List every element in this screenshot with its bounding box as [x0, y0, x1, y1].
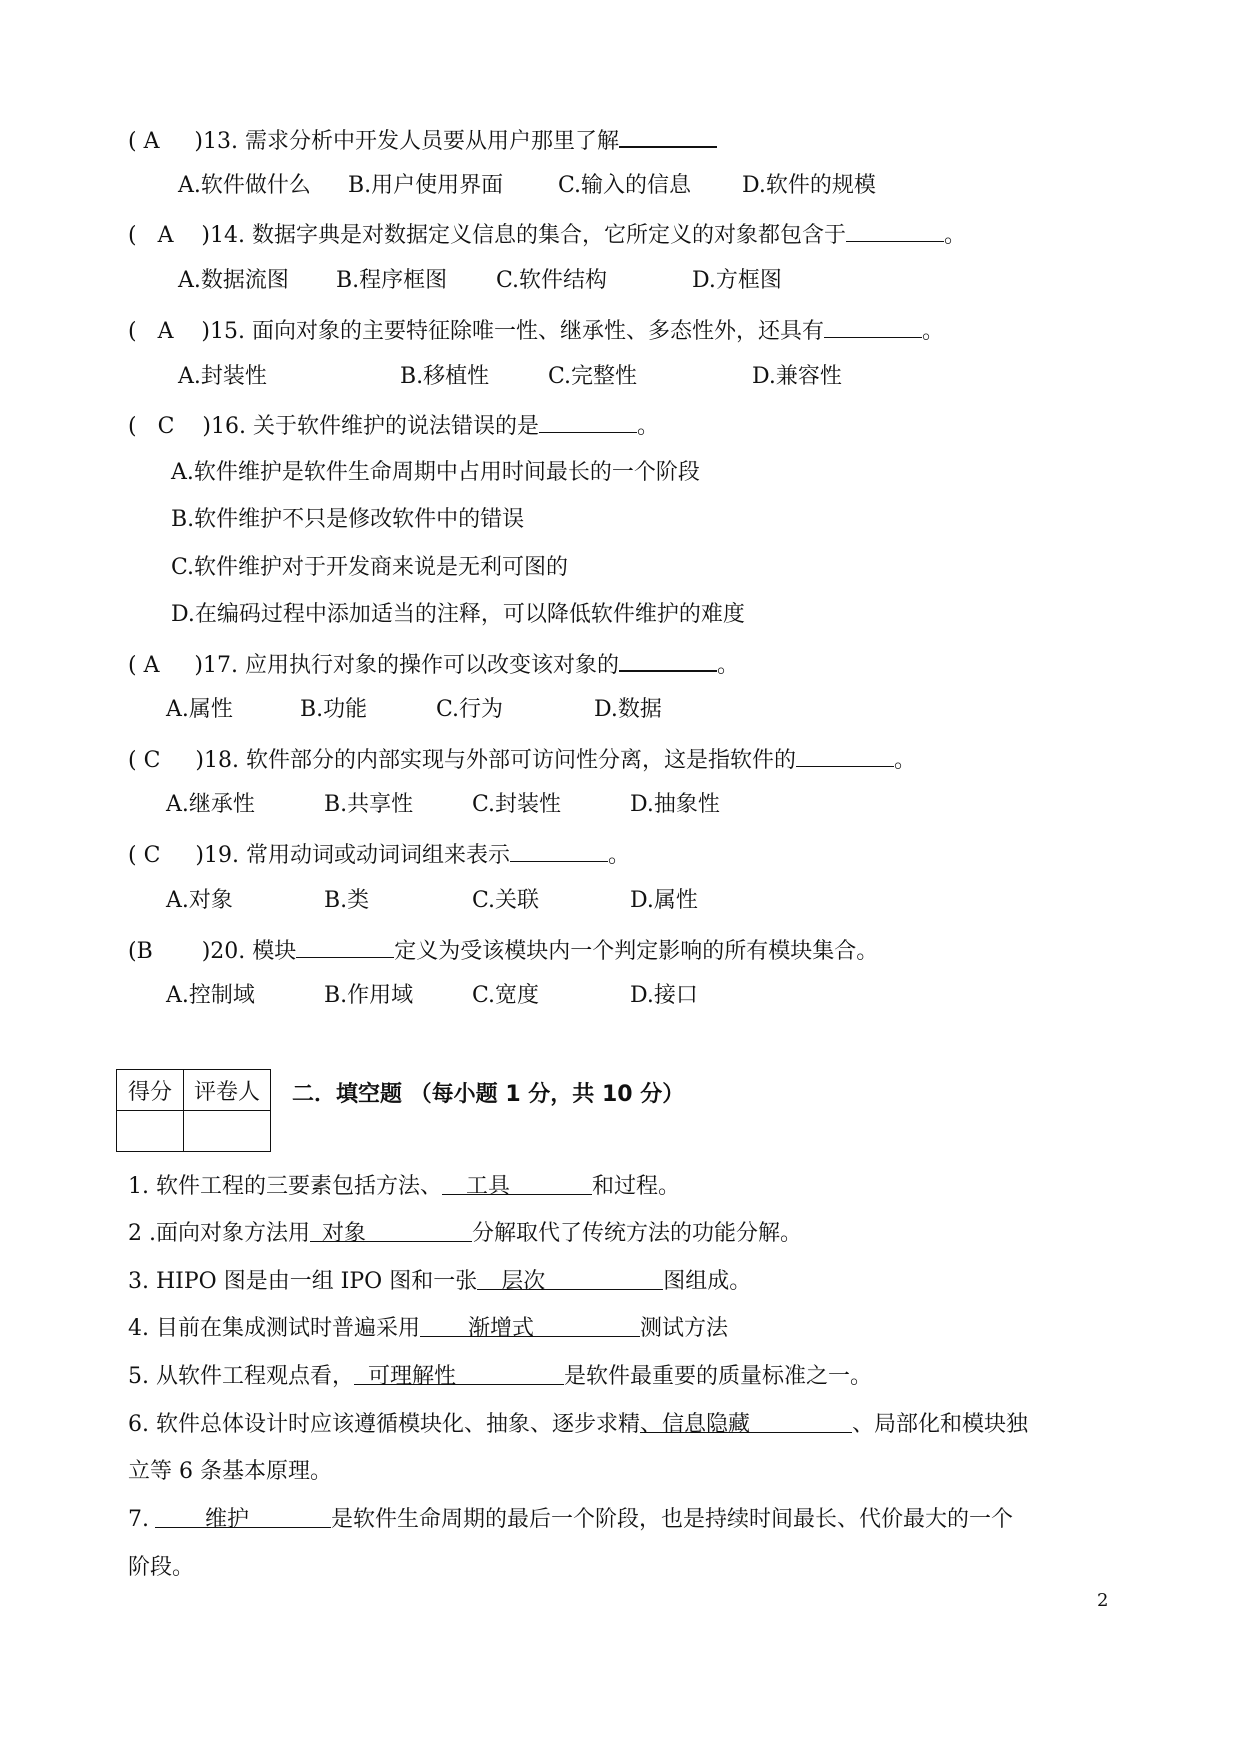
- question-20: [128, 935, 878, 967]
- fill-prefix: 7.: [128, 1507, 149, 1532]
- score-header: 得分: [117, 1070, 184, 1111]
- question-stem: 软件部分的内部实现与外部可访问性分离，这是指软件的: [245, 748, 796, 773]
- answer-blank: [539, 410, 637, 433]
- question-14: [128, 219, 966, 251]
- fill-prefix: 5. 从软件工程观点看，: [128, 1364, 354, 1389]
- question-stem: 数据字典是对数据定义信息的集合，它所定义的对象都包含于: [252, 223, 847, 248]
- question-tail: 。: [944, 223, 967, 248]
- question-tail: 。: [717, 653, 740, 678]
- answer-blank: [296, 935, 394, 958]
- score-cell: [117, 1111, 184, 1152]
- fill-answer: 对象: [310, 1218, 472, 1242]
- answer-blank: [846, 219, 944, 242]
- option-d: D.方框图: [692, 268, 782, 293]
- answer-mark: ( A )15.: [128, 319, 245, 344]
- option-a: A.继承性: [166, 792, 255, 817]
- answer-blank: [824, 315, 922, 338]
- answer-blank: [510, 839, 608, 862]
- options-20: [166, 980, 1066, 1012]
- fill-answer: 渐增式: [420, 1313, 640, 1337]
- answer-blank: [619, 648, 717, 672]
- question-13: [128, 124, 717, 156]
- question-stem: 需求分析中开发人员要从用户那里了解: [245, 129, 620, 154]
- options-14: [178, 265, 1078, 297]
- fill-prefix: 4. 目前在集成测试时普遍采用: [128, 1316, 420, 1341]
- option-c: C.宽度: [472, 983, 540, 1008]
- fill-suffix: 测试方法: [639, 1316, 728, 1341]
- option-c: C.封装性: [472, 792, 562, 817]
- answer-mark: ( A )14.: [128, 223, 245, 248]
- question-tail: 。: [607, 843, 630, 868]
- grader-header: 评卷人: [184, 1070, 271, 1111]
- option-c: C.行为: [436, 697, 504, 722]
- option-d: D.在编码过程中添加适当的注释，可以降低软件维护的难度: [171, 602, 745, 627]
- fill-answer: 维护: [155, 1504, 331, 1528]
- question-stem: 模块: [252, 939, 297, 964]
- option-d: D.数据: [594, 697, 662, 722]
- question-tail: 定义为受该模块内一个判定影响的所有模块集合。: [394, 939, 879, 964]
- option-a: A.控制域: [166, 983, 255, 1008]
- page-number: 2: [1097, 1590, 1109, 1611]
- option-c: C.软件结构: [496, 268, 608, 293]
- answer-blank: [619, 124, 717, 148]
- question-stem: 应用执行对象的操作可以改变该对象的: [245, 653, 620, 678]
- fill-question-1: [128, 1171, 680, 1203]
- option-a: A.软件维护是软件生命周期中占用时间最长的一个阶段: [171, 460, 700, 485]
- fill-answer: 层次: [477, 1266, 663, 1290]
- option-c: C.软件维护对于开发商来说是无利可图的: [171, 555, 569, 580]
- section-title: 二．填空题 （每小题 1 分，共 10 分）: [292, 1082, 685, 1107]
- question-18: [128, 744, 916, 776]
- question-15: [128, 315, 944, 347]
- option-c: C.输入的信息: [558, 173, 692, 198]
- fill-prefix: 1. 软件工程的三要素包括方法、: [128, 1174, 442, 1199]
- question-17: [128, 648, 739, 680]
- option-d: D.属性: [630, 888, 698, 913]
- options-19: [166, 885, 1066, 917]
- fill-suffix: 是软件最重要的质量标准之一。: [563, 1364, 872, 1389]
- fill-prefix: 2 .面向对象方法用: [128, 1221, 310, 1246]
- fill-question-7: [128, 1504, 1013, 1536]
- question-tail: 。: [636, 414, 659, 439]
- fill-prefix: 3. HIPO 图是由一组 IPO 图和一张: [128, 1269, 478, 1294]
- option-b: B.类: [324, 888, 370, 913]
- option-d: D.软件的规模: [742, 173, 876, 198]
- option-a: A.属性: [166, 697, 233, 722]
- fill-question-2: [128, 1218, 802, 1250]
- question-stem: 常用动词或动词词组来表示: [245, 843, 510, 868]
- option-b: B.作用域: [324, 983, 414, 1008]
- fill-suffix: 图组成。: [663, 1269, 752, 1294]
- fill-answer: 可理解性: [354, 1361, 564, 1385]
- option-b: B.用户使用界面: [348, 173, 504, 198]
- question-stem: 面向对象的主要特征除唯一性、继承性、多态性外，还具有: [252, 319, 825, 344]
- answer-mark: ( C )16.: [128, 414, 246, 439]
- answer-mark: ( C )19.: [128, 843, 239, 868]
- option-b: B.共享性: [324, 792, 414, 817]
- options-15: [178, 361, 1078, 393]
- score-box: [116, 1069, 271, 1152]
- option-d: D.接口: [630, 983, 698, 1008]
- answer-mark: (B )20.: [128, 939, 246, 964]
- fill-suffix: 、局部化和模块独: [852, 1412, 1029, 1437]
- fill-suffix: 是软件生命周期的最后一个阶段，也是持续时间最长、代价最大的一个: [331, 1507, 1014, 1532]
- answer-mark: ( C )18.: [128, 748, 239, 773]
- answer-mark: ( A )13.: [128, 129, 238, 154]
- grader-cell: [184, 1111, 271, 1152]
- question-tail: 。: [922, 319, 945, 344]
- fill-question-6-continued: 立等 6 条基本原理。: [128, 1459, 332, 1484]
- question-16: [128, 410, 659, 442]
- fill-suffix: 和过程。: [591, 1174, 680, 1199]
- option-b: B.程序框图: [336, 268, 448, 293]
- fill-prefix: 6. 软件总体设计时应该遵循模块化、抽象、逐步求精: [128, 1412, 640, 1437]
- question-19: [128, 839, 630, 871]
- question-stem: 关于软件维护的说法错误的是: [252, 414, 539, 439]
- fill-answer: 、信息隐藏: [640, 1409, 852, 1433]
- fill-question-5: [128, 1361, 872, 1393]
- option-b: B.软件维护不只是修改软件中的错误: [171, 507, 525, 532]
- answer-blank: [796, 744, 894, 767]
- option-c: C.完整性: [548, 364, 638, 389]
- answer-mark: ( A )17.: [128, 653, 238, 678]
- options-18: [166, 789, 1066, 821]
- fill-question-4: [128, 1313, 728, 1345]
- option-a: A.软件做什么: [178, 173, 311, 198]
- option-c: C.关联: [472, 888, 540, 913]
- fill-question-7-continued: 阶段。: [128, 1555, 195, 1580]
- option-b: B.功能: [300, 697, 368, 722]
- question-tail: 。: [893, 748, 916, 773]
- options-13: [178, 170, 1078, 202]
- option-a: A.数据流图: [178, 268, 289, 293]
- option-a: A.对象: [166, 888, 233, 913]
- fill-question-3: [128, 1266, 751, 1298]
- fill-suffix: 分解取代了传统方法的功能分解。: [471, 1221, 802, 1246]
- fill-answer: 工具: [442, 1171, 592, 1195]
- option-a: A.封装性: [178, 364, 267, 389]
- options-17: [166, 694, 1066, 726]
- option-d: D.抽象性: [630, 792, 720, 817]
- fill-question-6: [128, 1409, 1028, 1441]
- option-d: D.兼容性: [752, 364, 842, 389]
- option-b: B.移植性: [400, 364, 490, 389]
